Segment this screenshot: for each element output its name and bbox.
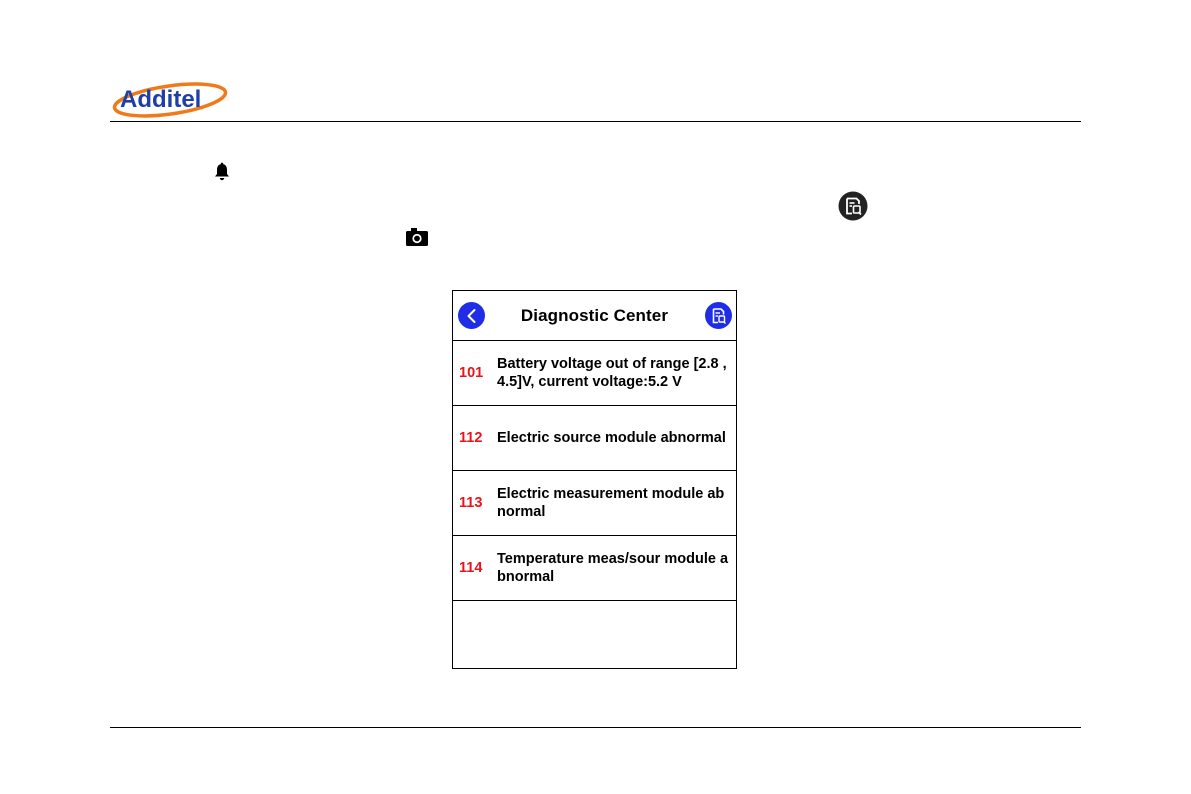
camera-icon	[405, 227, 429, 247]
screen-header	[453, 291, 736, 341]
error-code: 113	[459, 495, 483, 511]
error-message: Electric measurement module ab normal	[497, 486, 725, 520]
diagnostic-item[interactable]	[453, 341, 736, 406]
error-message: Temperature meas/sour module abnormal	[497, 551, 729, 585]
device-screen	[452, 290, 737, 669]
diagnostic-item[interactable]	[453, 536, 736, 601]
bell-icon	[212, 162, 232, 182]
error-message: Battery voltage out of range [2.8 ,4.5]V, current voltage:5.2 V	[497, 356, 727, 390]
logo-text: Additel	[120, 86, 202, 113]
snapshot-icon	[838, 191, 868, 221]
error-code: 101	[459, 365, 484, 381]
diagnostic-item[interactable]	[453, 471, 736, 536]
chevron-left-icon	[465, 308, 479, 324]
snapshot-button[interactable]	[705, 302, 732, 329]
header-divider	[110, 121, 1081, 122]
footer-divider	[110, 727, 1081, 728]
diagnostic-item[interactable]	[453, 406, 736, 471]
diagnostic-list	[453, 341, 736, 601]
error-message: Electric source module abnormal	[497, 430, 726, 446]
screen-title: Diagnostic Center	[520, 306, 669, 325]
logo-graphic	[112, 76, 232, 120]
error-code: 114	[459, 560, 483, 576]
error-code: 112	[459, 430, 483, 446]
snapshot-icon	[709, 306, 729, 326]
additel-logo	[112, 76, 232, 120]
back-button[interactable]	[458, 302, 485, 329]
